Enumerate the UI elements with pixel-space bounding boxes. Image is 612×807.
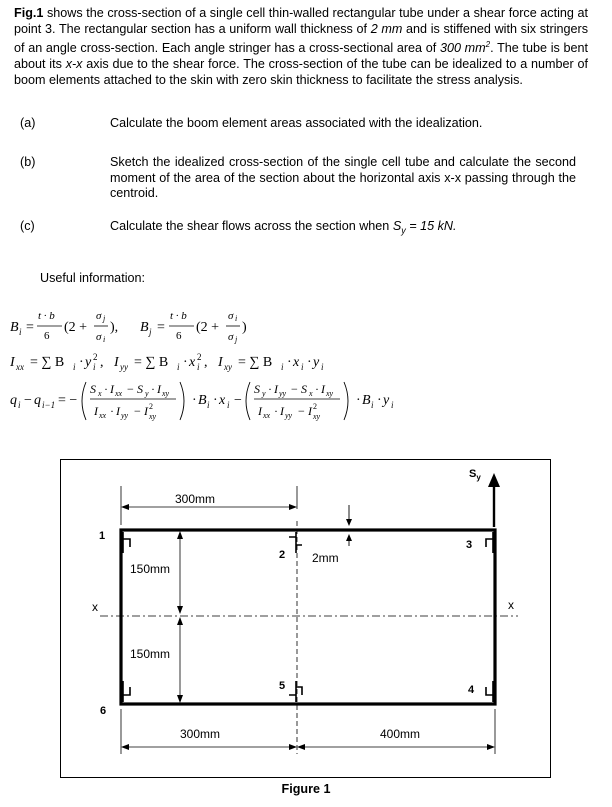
svg-text:= ∑ B: = ∑ B [238,355,273,370]
svg-text:·: · [110,404,114,418]
svg-text:σ: σ [228,310,234,322]
svg-text:= −: = − [58,393,78,408]
intro-text-a: shows the cross-section of a single cell thin-walled rectangular tube under a shear force acting at point 3. The rectangular section has a uniform wall thickness of [14,6,588,36]
stringer-4 [486,681,493,702]
dim-label-bottom-right: 400mm [380,727,421,741]
figure-caption: Figure 1 [281,782,331,796]
problem-statement [14,6,588,88]
svg-text:B: B [198,393,207,408]
stringer-area: 300 $mm^2$ [439,40,491,56]
svg-text:i: i [207,400,210,410]
stringer-6 [123,681,130,702]
intro-text-d: axis due to the shear force. The cross-section of the tube can be idealized to a number of boom elements attached to the skin with zero skin thickness to facilitate the stress analysis. [14,56,588,87]
svg-text:x: x [189,355,196,370]
svg-text:σ: σ [96,310,102,322]
svg-text:·: · [79,355,84,370]
svg-text:σ: σ [96,331,102,343]
node-label-6: 6 [100,705,107,717]
svg-text:I: I [258,404,262,418]
svg-text:−: − [234,393,242,408]
svg-text:t · b: t · b [38,310,55,322]
figure-1 [60,459,552,779]
svg-text:y: y [313,355,320,370]
svg-text:i: i [177,362,180,372]
axis-label-right: x [508,598,514,612]
part-b-text: Sketch the idealized cross-section of the single cell tube and calculate the second moment of the area of the section about the horizontal axis x-x passing through the centroid. [110,155,576,201]
svg-text:σ: σ [228,331,234,343]
svg-text:−: − [127,382,134,396]
svg-text:xy: xy [326,389,334,398]
bending-axis: x-x [65,56,83,71]
thickness-label: 2mm [312,551,339,565]
svg-text:−: − [24,393,32,408]
svg-text:I: I [321,382,325,396]
svg-text:·: · [192,393,197,408]
svg-text:xy: xy [313,412,321,421]
svg-text:I: I [308,404,312,418]
svg-text:6: 6 [176,330,182,342]
svg-text:xy: xy [162,389,170,398]
svg-text:·: · [268,382,272,396]
node-label-1: 1 [99,530,106,542]
svg-text:xx: xx [99,411,107,420]
svg-text:): ) [242,320,247,335]
part-c-label: (c) [20,219,35,233]
svg-text:i: i [18,400,21,410]
svg-text:y: y [145,389,149,398]
svg-text:(2 +: (2 + [64,320,88,335]
svg-text:·: · [356,393,361,408]
svg-text:−: − [134,404,141,418]
part-c-text: Calculate the shear flows across the section when $S_y = 15$ kN. [110,219,457,236]
svg-text:yy: yy [279,389,287,398]
svg-text:I: I [218,355,223,370]
svg-text:2: 2 [197,352,202,362]
svg-text:t · b: t · b [170,310,187,322]
svg-text:y: y [262,389,266,398]
dim-label-height-bottom: 150mm [130,647,171,661]
svg-text:i: i [321,362,324,372]
svg-text:xy: xy [224,362,232,372]
svg-text:S: S [301,382,307,396]
svg-text:xy: xy [149,412,157,421]
node-label-3: 3 [466,539,473,551]
svg-text:j: j [103,314,106,323]
svg-text:i: i [281,362,284,372]
dim-label-height-top: 150mm [130,562,171,576]
svg-text:xx: xx [16,362,24,372]
svg-text:=: = [26,320,34,335]
svg-text:·: · [377,393,382,408]
axis-label-left: x [92,600,98,614]
dim-label-bottom-left: 300mm [180,727,221,741]
svg-text:I: I [157,382,161,396]
svg-text:I: I [94,404,98,418]
svg-text:B: B [362,393,371,408]
svg-text:·: · [307,355,312,370]
svg-text:yy: yy [285,411,293,420]
svg-text:2: 2 [313,402,317,411]
svg-text:·: · [151,382,155,396]
svg-text:I: I [114,355,119,370]
svg-text:·: · [183,355,188,370]
svg-text:i: i [227,400,230,410]
useful-info-label: Useful information: [40,271,145,285]
svg-text:i: i [93,362,96,372]
svg-text:B: B [10,320,19,335]
svg-text:I: I [280,404,284,418]
svg-text:−: − [298,404,305,418]
node-label-4: 4 [468,684,475,696]
svg-text:S: S [137,382,143,396]
svg-text:B: B [140,320,149,335]
svg-text:j: j [235,335,238,344]
svg-text:I: I [116,404,120,418]
svg-text:·: · [287,355,292,370]
svg-text:),: ), [110,320,119,335]
svg-text:i: i [19,327,22,337]
stringer-5 [289,681,302,702]
intro-text-c: . The tube is bent about its [14,41,589,71]
svg-text:·: · [104,382,108,396]
part-b-label: (b) [20,155,36,169]
svg-text:y: y [85,355,92,370]
svg-text:i: i [103,335,106,344]
dim-label-top: 300mm [175,492,216,506]
tube-wall [121,530,495,704]
stringer-3 [486,532,493,553]
svg-text:S: S [90,382,96,396]
svg-text:·: · [274,404,278,418]
svg-text:i: i [371,400,374,410]
shear-force-label: $S_y$ [469,468,481,482]
svg-text:S: S [254,382,260,396]
part-a-text: Calculate the boom element areas associated with the idealization. [110,116,483,130]
svg-text:x: x [293,355,300,370]
formula-block [10,298,570,448]
svg-text:= ∑ B: = ∑ B [134,355,169,370]
svg-text:x: x [219,393,226,408]
intro-text-b: and is stiffened with six stringers of an angle cross-section. Each angle stringer has a cross-sectional area of [14,21,589,56]
wall-thickness: 2 mm [370,21,403,36]
svg-text:j: j [149,327,152,337]
svg-text:2: 2 [93,352,98,362]
stringer-1 [123,532,130,553]
svg-text:= ∑ B: = ∑ B [30,355,65,370]
svg-text:I: I [10,355,15,370]
svg-text:I: I [110,382,114,396]
svg-text:i: i [391,400,394,410]
svg-text:,: , [100,355,104,370]
svg-text:x: x [309,389,313,398]
svg-text:xx: xx [263,411,271,420]
svg-text:x: x [98,389,102,398]
svg-text:,: , [204,355,208,370]
shear-force-arrowhead [488,473,500,487]
svg-text:i: i [197,362,200,372]
svg-text:i−1: i−1 [42,400,56,410]
svg-text:I: I [144,404,148,418]
svg-text:i: i [301,362,304,372]
svg-text:(2 +: (2 + [196,320,220,335]
svg-text:·: · [213,393,218,408]
stringer-2 [289,532,302,553]
svg-text:·: · [315,382,319,396]
svg-text:xx: xx [115,389,123,398]
svg-text:y: y [383,393,390,408]
svg-text:6: 6 [44,330,50,342]
svg-text:q: q [10,393,17,408]
node-label-5: 5 [279,680,286,692]
svg-text:2: 2 [149,402,153,411]
svg-text:q: q [34,393,41,408]
svg-text:yy: yy [121,411,129,420]
svg-text:i: i [235,314,238,323]
svg-text:=: = [157,320,165,335]
svg-text:yy: yy [120,362,128,372]
fig-label: Fig.1 [14,6,44,20]
part-a-label: (a) [20,116,36,130]
svg-text:−: − [291,382,298,396]
svg-text:I: I [274,382,278,396]
svg-text:i: i [73,362,76,372]
node-label-2: 2 [279,549,286,561]
